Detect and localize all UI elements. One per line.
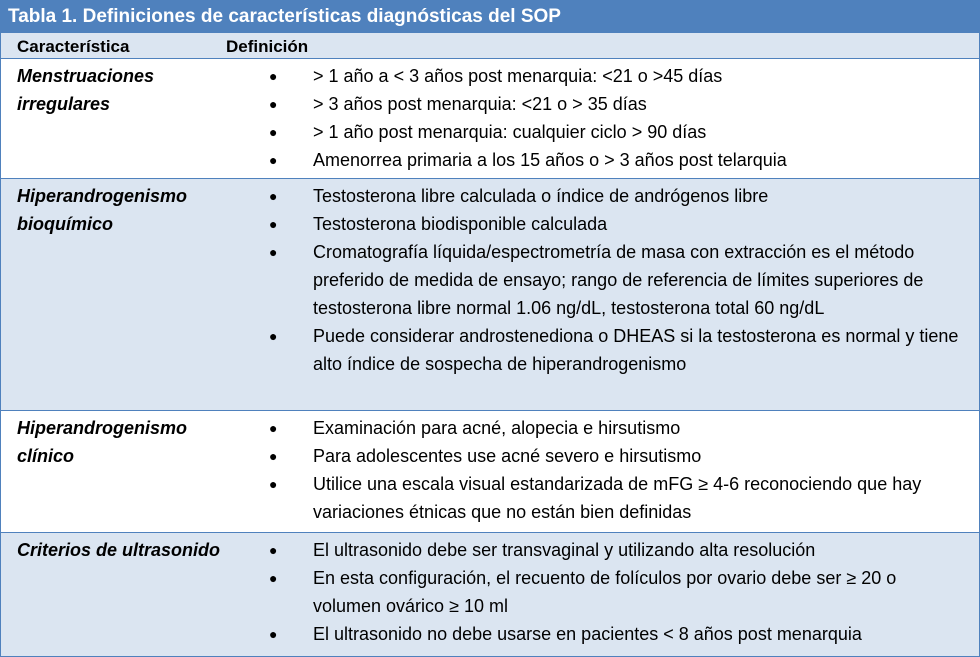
bullet-icon: ●: [269, 96, 278, 112]
row-term: Criterios de ultrasonido: [17, 540, 221, 560]
table-row: [1, 411, 979, 533]
table-row: [1, 59, 979, 179]
bullet-icon: ●: [269, 188, 278, 204]
list-item: ● Cromatografía líquida/espectrometría de masa con extracción es el método preferido de medida de ensayo; rango de referencia de límites superiores de testosterona libre normal 1.06 ng/dL, testosterona total 60 ng/dL: [1, 238, 979, 322]
bullet-icon: ●: [269, 152, 278, 168]
bullet-icon: ●: [269, 626, 278, 642]
list-item: ● > 1 año a < 3 años post menarquia: <21 o >45 días: [1, 62, 979, 90]
list-item: ● Testosterona biodisponible calculada: [1, 210, 979, 238]
bullet-icon: ●: [269, 244, 278, 260]
list-item: ● > 3 años post menarquia: <21 o > 35 días: [1, 90, 979, 118]
row-definition-list: [1, 536, 979, 648]
list-item: ● Puede considerar androstenediona o DHEAS si la testosterona es normal y tiene alto índice de sospecha de hiperandrogenismo: [1, 322, 979, 378]
table-row: [1, 179, 979, 411]
list-item: ● En esta configuración, el recuento de folículos por ovario debe ser ≥ 20 o volumen ovárico ≥ 10 ml: [1, 564, 979, 620]
list-item: ● Testosterona libre calculada o índice de andrógenos libre: [1, 182, 979, 210]
row-term: Hiperandrogenismo clínico: [17, 418, 188, 466]
table-title: Tabla 1. Definiciones de características diagnósticas del SOP: [1, 1, 979, 32]
list-item: ● Utilice una escala visual estandarizada de mFG ≥ 4-6 reconociendo que hay variaciones étnicas que no están bien definidas: [1, 470, 979, 526]
table-row: [1, 533, 979, 656]
bullet-icon: ●: [269, 570, 278, 586]
list-item: ● El ultrasonido no debe usarse en pacientes < 8 años post menarquia: [1, 620, 979, 648]
list-item: ● Para adolescentes use acné severo e hirsutismo: [1, 442, 979, 470]
row-definition-list: [1, 182, 979, 378]
list-item: ● Amenorrea primaria a los 15 años o > 3 años post telarquia: [1, 146, 979, 174]
row-definition-list: [1, 414, 979, 526]
bullet-icon: ●: [269, 420, 278, 436]
list-item: ● Examinación para acné, alopecia e hirsutismo: [1, 414, 979, 442]
bullet-icon: ●: [269, 216, 278, 232]
bullet-icon: ●: [269, 448, 278, 464]
list-item: ● El ultrasonido debe ser transvaginal y utilizando alta resolución: [1, 536, 979, 564]
row-definition-list: [1, 62, 979, 174]
row-term: Hiperandrogenismo bioquímico: [17, 186, 188, 234]
bullet-icon: ●: [269, 328, 278, 344]
bullet-icon: ●: [269, 124, 278, 140]
bullet-icon: ●: [269, 68, 278, 84]
bullet-icon: ●: [269, 542, 278, 558]
header-definition: Definición: [226, 37, 309, 56]
table-header-row: [1, 32, 979, 59]
list-item: ● > 1 año post menarquia: cualquier ciclo > 90 días: [1, 118, 979, 146]
row-term: Menstruaciones irregulares: [17, 66, 155, 114]
header-feature: Característica: [17, 37, 130, 56]
bullet-icon: ●: [269, 476, 278, 492]
